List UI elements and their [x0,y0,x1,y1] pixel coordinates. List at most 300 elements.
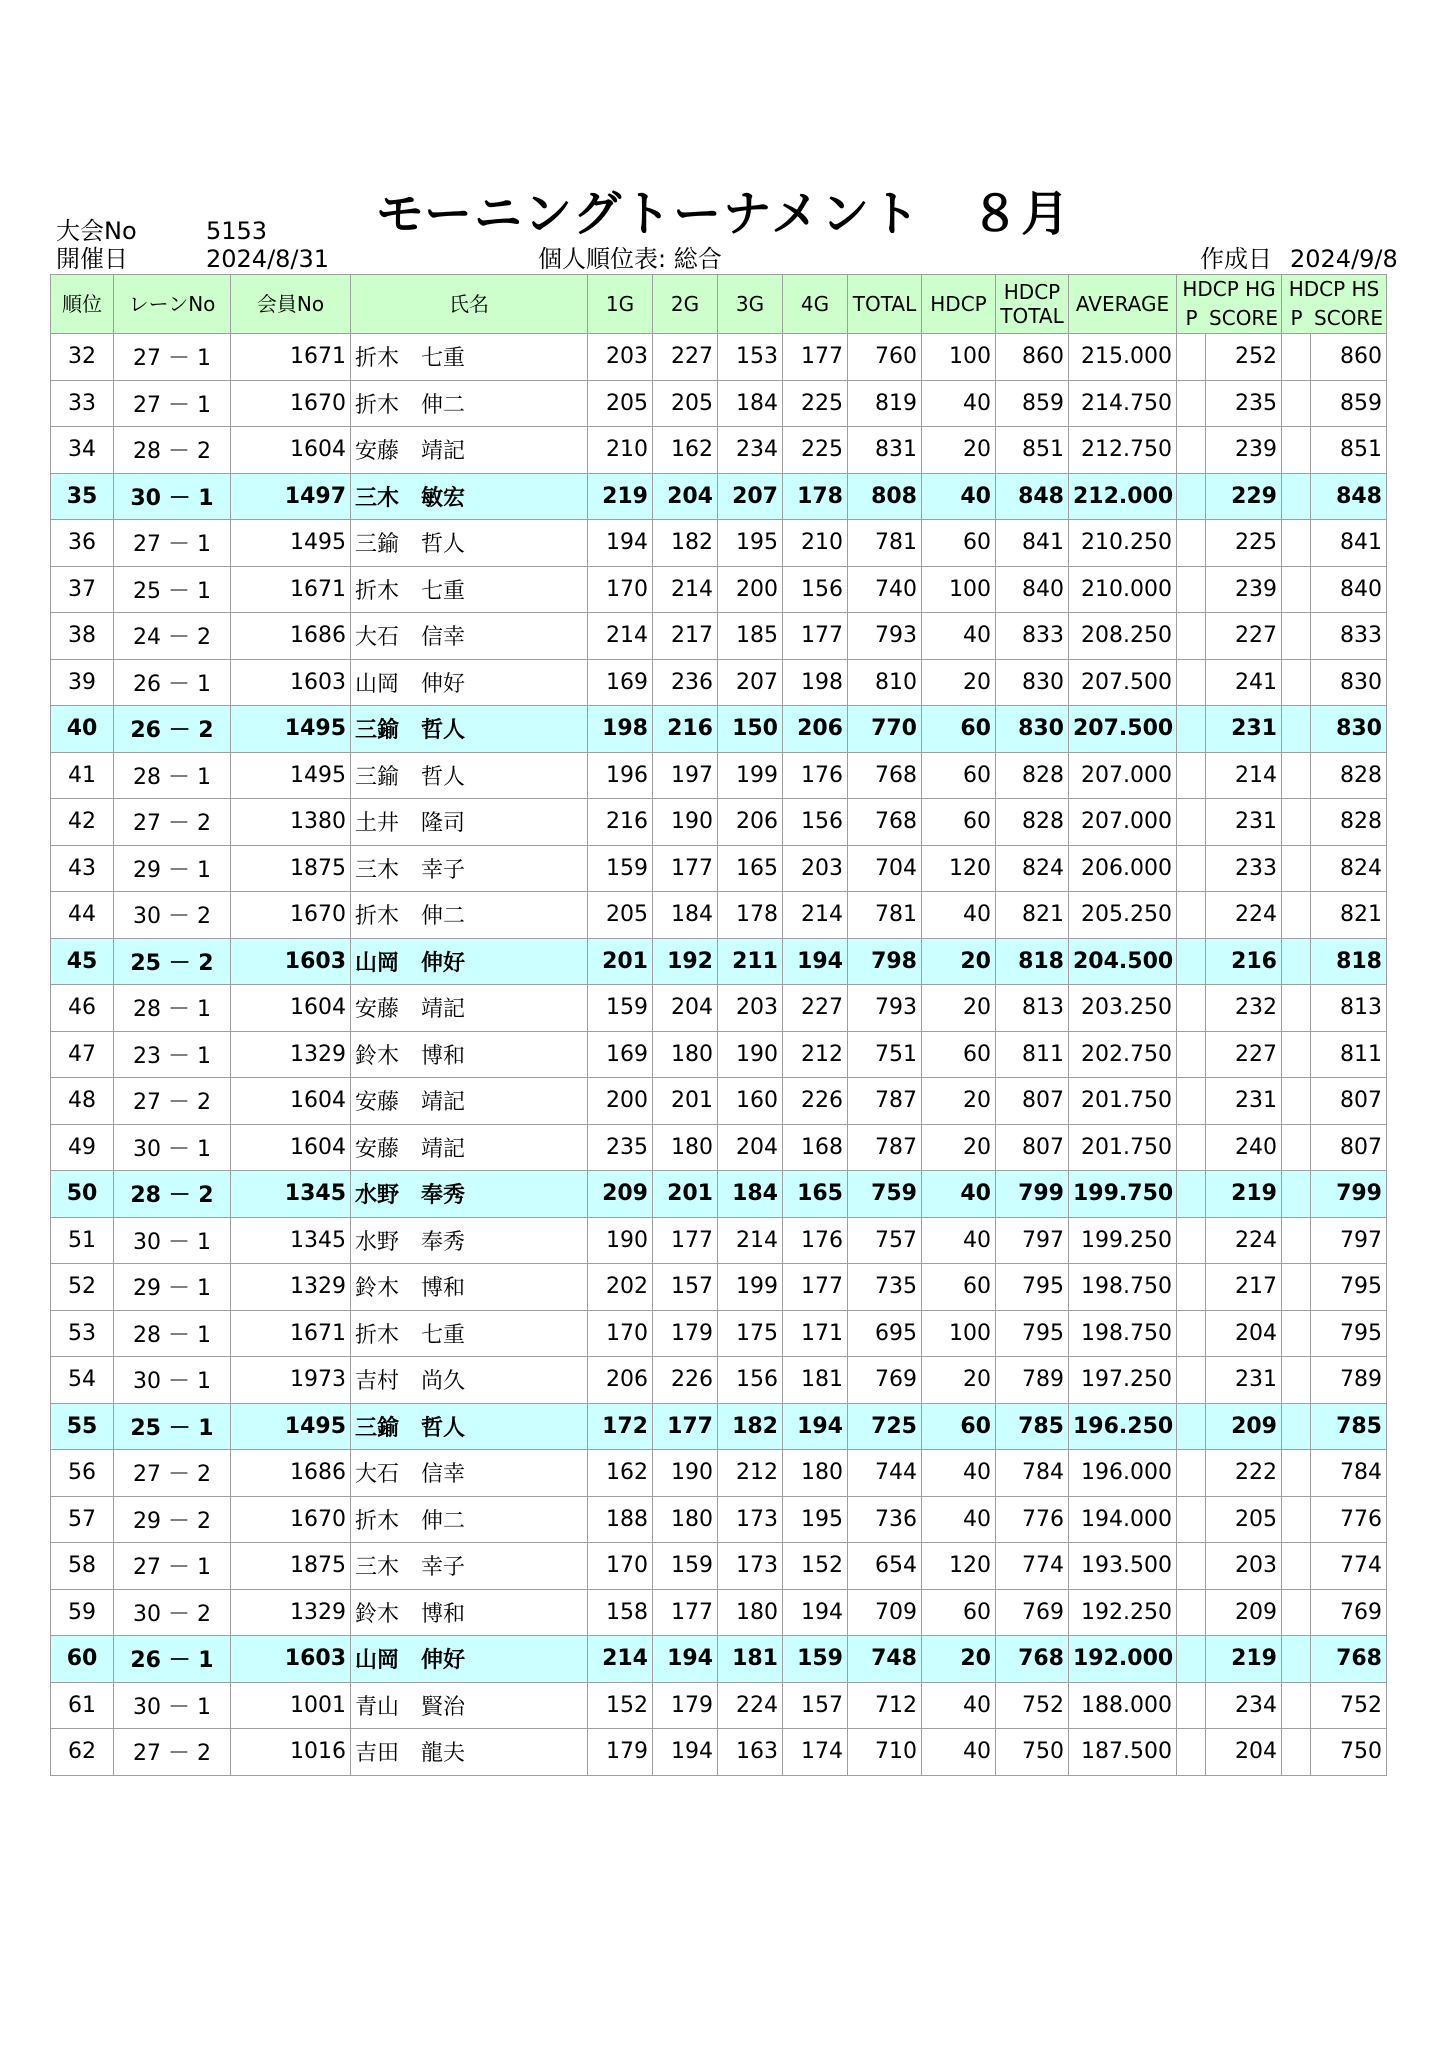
game4-cell: 159 [783,1636,848,1683]
table-row [51,334,1387,381]
member-no-cell: 1603 [231,659,351,706]
game1-cell: 169 [588,659,653,706]
table-row [51,1543,1387,1590]
col-total: TOTAL [848,275,922,334]
table-row [51,427,1387,474]
lane-cell: 28 － 2 [114,1171,231,1218]
total-cell: 781 [848,520,922,567]
total-cell: 757 [848,1217,922,1264]
hs-p-cell [1282,380,1311,427]
hdcp-total-cell: 830 [996,706,1069,753]
average-cell: 187.500 [1069,1729,1177,1776]
game4-cell: 156 [783,799,848,846]
member-no-cell: 1875 [231,1543,351,1590]
total-cell: 725 [848,1403,922,1450]
game3-cell: 153 [718,334,783,381]
hs-p-cell [1282,752,1311,799]
game1-cell: 196 [588,752,653,799]
name-cell: 三木 敏宏 [351,473,588,520]
hg-score-cell: 214 [1206,752,1282,799]
hdcp-cell: 20 [922,985,996,1032]
hdcp-cell: 100 [922,1310,996,1357]
game4-cell: 177 [783,334,848,381]
col-member: 会員No [231,275,351,334]
rank-cell: 39 [51,659,114,706]
member-no-cell: 1604 [231,1078,351,1125]
name-cell: 山岡 伸好 [351,1636,588,1683]
rank-cell: 60 [51,1636,114,1683]
average-cell: 198.750 [1069,1264,1177,1311]
hg-p-cell [1177,1450,1206,1497]
member-no-cell: 1604 [231,985,351,1032]
member-no-cell: 1001 [231,1682,351,1729]
game1-cell: 200 [588,1078,653,1125]
game1-cell: 170 [588,1543,653,1590]
col-name: 氏名 [351,275,588,334]
lane-cell: 25 － 1 [114,1403,231,1450]
rank-cell: 57 [51,1496,114,1543]
member-no-cell: 1380 [231,799,351,846]
hg-p-cell [1177,659,1206,706]
member-no-cell: 1670 [231,380,351,427]
game3-cell: 184 [718,1171,783,1218]
hdcp-total-cell: 811 [996,1031,1069,1078]
game2-cell: 162 [653,427,718,474]
member-no-cell: 1497 [231,473,351,520]
game4-cell: 180 [783,1450,848,1497]
hg-score-cell: 209 [1206,1403,1282,1450]
hg-p-cell [1177,566,1206,613]
name-cell: 吉村 尚久 [351,1357,588,1404]
col-rank: 順位 [51,275,114,334]
table-row [51,985,1387,1032]
game3-cell: 163 [718,1729,783,1776]
average-cell: 205.250 [1069,892,1177,939]
name-cell: 安藤 靖記 [351,985,588,1032]
hg-score-cell: 229 [1206,473,1282,520]
table-row [51,1310,1387,1357]
hg-p-cell [1177,1496,1206,1543]
rank-cell: 51 [51,1217,114,1264]
game3-cell: 175 [718,1310,783,1357]
tournament-no-label: 大会No [56,217,137,245]
game3-cell: 173 [718,1543,783,1590]
lane-cell: 27 － 1 [114,380,231,427]
name-cell: 鈴木 博和 [351,1264,588,1311]
hs-score-cell: 830 [1311,706,1387,753]
member-no-cell: 1345 [231,1217,351,1264]
hg-score-cell: 222 [1206,1450,1282,1497]
hdcp-cell: 60 [922,799,996,846]
hs-p-cell [1282,1496,1311,1543]
hdcp-total-cell: 799 [996,1171,1069,1218]
rank-cell: 56 [51,1450,114,1497]
game1-cell: 162 [588,1450,653,1497]
hg-score-cell: 232 [1206,985,1282,1032]
hs-p-cell [1282,938,1311,985]
hdcp-total-cell: 769 [996,1589,1069,1636]
game2-cell: 177 [653,1217,718,1264]
average-cell: 196.250 [1069,1403,1177,1450]
hdcp-cell: 60 [922,1031,996,1078]
game1-cell: 202 [588,1264,653,1311]
hdcp-total-cell: 752 [996,1682,1069,1729]
game4-cell: 214 [783,892,848,939]
average-cell: 207.500 [1069,659,1177,706]
hs-p-cell [1282,845,1311,892]
hs-score-cell: 799 [1311,1171,1387,1218]
average-cell: 203.250 [1069,985,1177,1032]
average-cell: 196.000 [1069,1450,1177,1497]
average-cell: 197.250 [1069,1357,1177,1404]
hg-score-cell: 231 [1206,1357,1282,1404]
table-row [51,1124,1387,1171]
col-hdcp-hs [1282,275,1387,334]
lane-cell: 30 － 1 [114,1682,231,1729]
hdcp-cell: 40 [922,892,996,939]
hs-score-cell: 859 [1311,380,1387,427]
name-cell: 三鍮 哲人 [351,752,588,799]
game1-cell: 158 [588,1589,653,1636]
event-date: 2024/8/31 [206,245,330,273]
game4-cell: 212 [783,1031,848,1078]
hg-score-cell: 239 [1206,566,1282,613]
game2-cell: 227 [653,334,718,381]
average-cell: 204.500 [1069,938,1177,985]
col-hs-p: P [1290,306,1303,330]
table-row [51,520,1387,567]
hdcp-total-cell: 830 [996,659,1069,706]
col-hdcp-total-line2: TOTAL [1000,304,1064,328]
lane-cell: 27 － 1 [114,334,231,381]
game4-cell: 176 [783,1217,848,1264]
rank-cell: 34 [51,427,114,474]
hs-p-cell [1282,892,1311,939]
hg-score-cell: 231 [1206,1078,1282,1125]
name-cell: 水野 奉秀 [351,1217,588,1264]
game3-cell: 156 [718,1357,783,1404]
hs-score-cell: 830 [1311,659,1387,706]
hg-p-cell [1177,985,1206,1032]
hs-p-cell [1282,1682,1311,1729]
col-hdcp-hg [1177,275,1282,334]
lane-cell: 27 － 2 [114,1729,231,1776]
hg-score-cell: 204 [1206,1310,1282,1357]
hg-score-cell: 216 [1206,938,1282,985]
hs-score-cell: 784 [1311,1450,1387,1497]
table-row [51,799,1387,846]
game3-cell: 185 [718,613,783,660]
hg-p-cell [1177,892,1206,939]
member-no-cell: 1604 [231,1124,351,1171]
game3-cell: 224 [718,1682,783,1729]
lane-cell: 30 － 2 [114,892,231,939]
table-row [51,892,1387,939]
hs-score-cell: 776 [1311,1496,1387,1543]
rank-cell: 45 [51,938,114,985]
table-row [51,473,1387,520]
game3-cell: 234 [718,427,783,474]
game2-cell: 192 [653,938,718,985]
member-no-cell: 1495 [231,1403,351,1450]
total-cell: 808 [848,473,922,520]
hdcp-cell: 40 [922,1217,996,1264]
game4-cell: 176 [783,752,848,799]
hdcp-total-cell: 848 [996,473,1069,520]
name-cell: 吉田 龍夫 [351,1729,588,1776]
hs-p-cell [1282,1450,1311,1497]
game3-cell: 207 [718,659,783,706]
game2-cell: 194 [653,1729,718,1776]
hs-score-cell: 818 [1311,938,1387,985]
total-cell: 819 [848,380,922,427]
game1-cell: 214 [588,613,653,660]
game2-cell: 184 [653,892,718,939]
game3-cell: 207 [718,473,783,520]
member-no-cell: 1686 [231,1450,351,1497]
member-no-cell: 1329 [231,1031,351,1078]
total-cell: 760 [848,334,922,381]
average-cell: 201.750 [1069,1124,1177,1171]
member-no-cell: 1495 [231,752,351,799]
average-cell: 214.750 [1069,380,1177,427]
lane-cell: 27 － 2 [114,1450,231,1497]
game3-cell: 160 [718,1078,783,1125]
hdcp-cell: 60 [922,1589,996,1636]
hs-score-cell: 807 [1311,1078,1387,1125]
rank-cell: 46 [51,985,114,1032]
hs-score-cell: 828 [1311,799,1387,846]
table-row [51,1636,1387,1683]
hs-p-cell [1282,334,1311,381]
total-cell: 740 [848,566,922,613]
total-cell: 695 [848,1310,922,1357]
member-no-cell: 1345 [231,1171,351,1218]
hdcp-total-cell: 795 [996,1310,1069,1357]
rank-cell: 54 [51,1357,114,1404]
rank-cell: 37 [51,566,114,613]
game2-cell: 226 [653,1357,718,1404]
hdcp-total-cell: 840 [996,566,1069,613]
total-cell: 798 [848,938,922,985]
lane-cell: 23 － 1 [114,1031,231,1078]
hs-p-cell [1282,1403,1311,1450]
table-row [51,845,1387,892]
hs-score-cell: 789 [1311,1357,1387,1404]
total-cell: 781 [848,892,922,939]
game1-cell: 203 [588,334,653,381]
game1-cell: 235 [588,1124,653,1171]
lane-cell: 30 － 1 [114,1357,231,1404]
hs-p-cell [1282,1543,1311,1590]
member-no-cell: 1671 [231,1310,351,1357]
hg-p-cell [1177,1310,1206,1357]
hg-p-cell [1177,1171,1206,1218]
game2-cell: 197 [653,752,718,799]
rank-cell: 44 [51,892,114,939]
game1-cell: 209 [588,1171,653,1218]
hs-score-cell: 769 [1311,1589,1387,1636]
name-cell: 大石 信幸 [351,613,588,660]
rank-cell: 36 [51,520,114,567]
game3-cell: 204 [718,1124,783,1171]
rank-cell: 59 [51,1589,114,1636]
hg-score-cell: 240 [1206,1124,1282,1171]
hdcp-cell: 60 [922,1264,996,1311]
member-no-cell: 1670 [231,1496,351,1543]
game4-cell: 198 [783,659,848,706]
member-no-cell: 1875 [231,845,351,892]
lane-cell: 28 － 1 [114,985,231,1032]
rank-cell: 33 [51,380,114,427]
hs-p-cell [1282,1636,1311,1683]
game2-cell: 204 [653,473,718,520]
table-row [51,380,1387,427]
hdcp-cell: 20 [922,1636,996,1683]
col-3g: 3G [718,275,783,334]
average-cell: 206.000 [1069,845,1177,892]
game2-cell: 177 [653,1403,718,1450]
lane-cell: 27 － 1 [114,520,231,567]
hdcp-cell: 120 [922,1543,996,1590]
lane-cell: 26 － 1 [114,659,231,706]
game4-cell: 178 [783,473,848,520]
col-hdcp-hs-title: HDCP HS [1288,277,1380,301]
member-no-cell: 1671 [231,566,351,613]
hg-score-cell: 219 [1206,1171,1282,1218]
name-cell: 折木 七重 [351,566,588,613]
hdcp-cell: 100 [922,334,996,381]
hs-score-cell: 840 [1311,566,1387,613]
game3-cell: 173 [718,1496,783,1543]
hs-p-cell [1282,799,1311,846]
member-no-cell: 1016 [231,1729,351,1776]
report-subtitle: 個人順位表: 総合 [538,245,722,273]
table-row [51,659,1387,706]
hdcp-cell: 40 [922,1729,996,1776]
rank-cell: 41 [51,752,114,799]
hdcp-cell: 40 [922,380,996,427]
game1-cell: 214 [588,1636,653,1683]
average-cell: 199.250 [1069,1217,1177,1264]
game2-cell: 201 [653,1078,718,1125]
hs-score-cell: 797 [1311,1217,1387,1264]
hs-score-cell: 752 [1311,1682,1387,1729]
average-cell: 201.750 [1069,1078,1177,1125]
name-cell: 安藤 靖記 [351,427,588,474]
rank-cell: 53 [51,1310,114,1357]
average-cell: 208.250 [1069,613,1177,660]
total-cell: 770 [848,706,922,753]
game4-cell: 206 [783,706,848,753]
game1-cell: 169 [588,1031,653,1078]
rank-cell: 55 [51,1403,114,1450]
game2-cell: 217 [653,613,718,660]
col-hdcp-total-line1: HDCP [1003,280,1061,304]
game3-cell: 212 [718,1450,783,1497]
game2-cell: 179 [653,1310,718,1357]
game4-cell: 152 [783,1543,848,1590]
member-no-cell: 1329 [231,1589,351,1636]
date-label: 開催日 [56,245,128,273]
hdcp-cell: 100 [922,566,996,613]
total-cell: 751 [848,1031,922,1078]
member-no-cell: 1604 [231,427,351,474]
name-cell: 三鍮 哲人 [351,706,588,753]
game1-cell: 172 [588,1403,653,1450]
game3-cell: 180 [718,1589,783,1636]
game2-cell: 236 [653,659,718,706]
hg-p-cell [1177,845,1206,892]
hdcp-total-cell: 807 [996,1078,1069,1125]
hg-score-cell: 209 [1206,1589,1282,1636]
hg-p-cell [1177,1729,1206,1776]
table-row [51,1078,1387,1125]
game3-cell: 184 [718,380,783,427]
name-cell: 折木 七重 [351,334,588,381]
col-1g: 1G [588,275,653,334]
table-row [51,1682,1387,1729]
hg-score-cell: 203 [1206,1543,1282,1590]
member-no-cell: 1495 [231,706,351,753]
hg-p-cell [1177,706,1206,753]
hs-score-cell: 848 [1311,473,1387,520]
table-row [51,1450,1387,1497]
name-cell: 山岡 伸好 [351,659,588,706]
hs-score-cell: 841 [1311,520,1387,567]
hg-p-cell [1177,1636,1206,1683]
average-cell: 212.750 [1069,427,1177,474]
hdcp-cell: 20 [922,659,996,706]
game1-cell: 188 [588,1496,653,1543]
name-cell: 折木 伸二 [351,1496,588,1543]
hdcp-cell: 60 [922,706,996,753]
hg-score-cell: 224 [1206,892,1282,939]
name-cell: 三鍮 哲人 [351,1403,588,1450]
game1-cell: 205 [588,380,653,427]
hs-p-cell [1282,520,1311,567]
game2-cell: 205 [653,380,718,427]
lane-cell: 30 － 2 [114,1589,231,1636]
hg-score-cell: 239 [1206,427,1282,474]
lane-cell: 25 － 2 [114,938,231,985]
lane-cell: 27 － 1 [114,1543,231,1590]
member-no-cell: 1686 [231,613,351,660]
game3-cell: 195 [718,520,783,567]
rank-cell: 58 [51,1543,114,1590]
hdcp-cell: 40 [922,1496,996,1543]
game1-cell: 159 [588,845,653,892]
hs-score-cell: 813 [1311,985,1387,1032]
hg-p-cell [1177,473,1206,520]
average-cell: 193.500 [1069,1543,1177,1590]
game2-cell: 177 [653,845,718,892]
hg-p-cell [1177,1543,1206,1590]
name-cell: 折木 伸二 [351,892,588,939]
game2-cell: 204 [653,985,718,1032]
lane-cell: 27 － 2 [114,1078,231,1125]
total-cell: 768 [848,752,922,799]
game1-cell: 216 [588,799,653,846]
rank-cell: 47 [51,1031,114,1078]
hg-score-cell: 217 [1206,1264,1282,1311]
game2-cell: 180 [653,1496,718,1543]
game2-cell: 190 [653,799,718,846]
member-no-cell: 1973 [231,1357,351,1404]
hs-p-cell [1282,1357,1311,1404]
name-cell: 水野 奉秀 [351,1171,588,1218]
table-row [51,1264,1387,1311]
